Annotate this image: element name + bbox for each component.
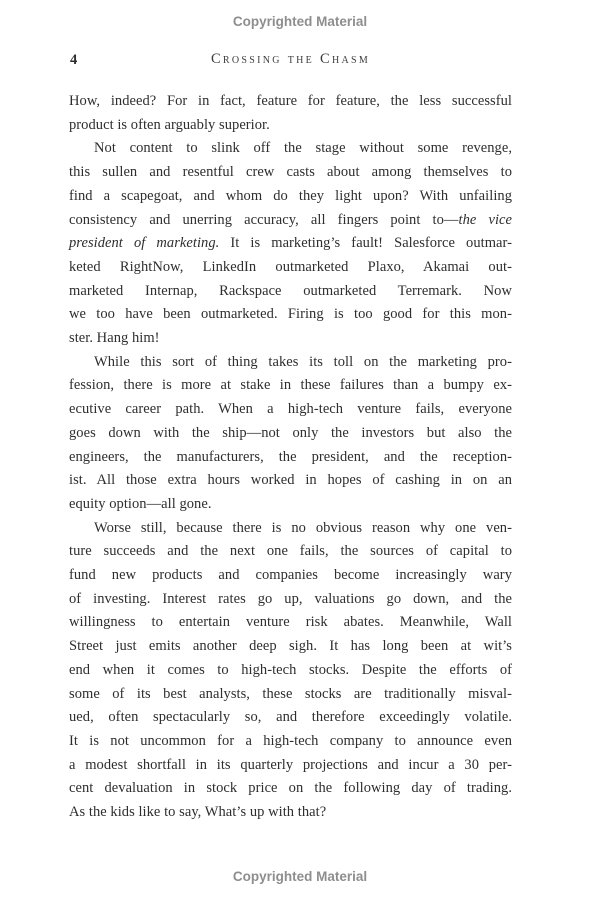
text-segment: a modest shortfall in its quarterly projections and incur a 30 per- [69, 756, 512, 773]
text-line [69, 540, 512, 564]
text-line [69, 706, 512, 730]
text-line [69, 137, 512, 161]
text-line [69, 422, 512, 446]
text-segment: ist. All those extra hours worked in hopes of cashing in on an [69, 472, 512, 489]
text-segment: How, indeed? For in fact, feature for feature, the less successful [69, 93, 512, 109]
text-line [69, 114, 512, 138]
text-line [69, 185, 512, 209]
text-line [69, 564, 512, 588]
text-segment: ued, often spectacularly so, and therefore exceedingly volatile. [69, 709, 512, 726]
text-segment: Not content to slink off the stage without some revenge, [94, 140, 512, 157]
text-line [69, 493, 512, 517]
text-line [69, 280, 512, 304]
text-segment: ster. Hang him! [69, 330, 160, 347]
text-segment: goes down with the ship—not only the investors but also the [69, 424, 512, 441]
text-line [69, 659, 512, 683]
text-line [69, 90, 512, 114]
text-segment: we too have been outmarketed. Firing is too good for this mon- [69, 306, 512, 323]
text-line [69, 303, 512, 327]
text-segment: cent devaluation in stock price on the following day of trading. [69, 780, 512, 797]
text-segment: ture succeeds and the next one fails, the sources of capital to [69, 543, 512, 560]
text-line [69, 446, 512, 470]
text-segment: fession, there is more at stake in these failures than a bumpy ex- [69, 377, 512, 394]
italic-text-segment: the vice [458, 211, 512, 228]
text-segment: Worse still, because there is no obvious reason why one ven- [94, 519, 512, 536]
text-line [69, 683, 512, 707]
page-number: 4 [70, 52, 78, 68]
text-line [69, 469, 512, 493]
text-line [69, 801, 512, 825]
text-line [69, 611, 512, 635]
text-line [69, 588, 512, 612]
text-segment: As the kids like to say, What’s up with that? [69, 804, 327, 821]
text-segment: product is often arguably superior. [69, 116, 270, 133]
text-segment: marketed Internap, Rackspace outmarketed Terremark. Now [69, 282, 512, 299]
text-segment: some of its best analysts, these stocks are traditionally misval- [69, 685, 512, 702]
text-segment: of investing. Interest rates go up, valuations go down, and the [69, 590, 512, 607]
text-line [69, 398, 512, 422]
text-segment: Street just emits another deep sigh. It has long been at wit’s [69, 638, 512, 655]
text-line [69, 635, 512, 659]
text-line [69, 754, 512, 778]
running-header: Crossing the Chasm [210, 51, 371, 67]
text-segment: end when it comes to high-tech stocks. Despite the efforts of [69, 661, 512, 678]
text-segment: It is marketing’s fault! Salesforce outmar- [219, 235, 512, 252]
text-segment: ecutive career path. When a high-tech venture fails, everyone [69, 401, 512, 418]
text-line [69, 374, 512, 398]
text-segment: While this sort of thing takes its toll on the marketing pro- [94, 353, 512, 370]
text-segment: willingness to entertain venture risk abates. Meanwhile, Wall [69, 614, 512, 631]
text-segment: equity option—all gone. [69, 495, 212, 512]
text-line [69, 232, 512, 256]
page-header [69, 51, 512, 71]
text-segment: keted RightNow, LinkedIn outmarketed Plaxo, Akamai out- [69, 258, 512, 275]
text-line [69, 351, 512, 375]
text-line [69, 161, 512, 185]
copyright-notice-top: Copyrighted Material [232, 14, 368, 29]
text-segment: this sullen and resentful crew casts about among themselves to [69, 164, 512, 181]
copyright-notice-bottom: Copyrighted Material [232, 869, 368, 884]
text-line [69, 517, 512, 541]
text-line [69, 730, 512, 754]
text-line [69, 256, 512, 280]
text-segment: fund new products and companies become increasingly wary [69, 567, 512, 584]
italic-text-segment: president of marketing. [69, 235, 220, 252]
text-segment: engineers, the manufacturers, the president, and the reception- [69, 448, 512, 465]
text-segment: consistency and unerring accuracy, all fingers point to— [69, 211, 459, 228]
text-line [69, 777, 512, 801]
text-line [69, 327, 512, 351]
text-segment: It is not uncommon for a high-tech company to announce even [69, 732, 512, 749]
text-line [69, 209, 512, 233]
body-text [69, 90, 512, 825]
text-segment: find a scapegoat, and whom do they light upon? With unfailing [69, 187, 512, 204]
